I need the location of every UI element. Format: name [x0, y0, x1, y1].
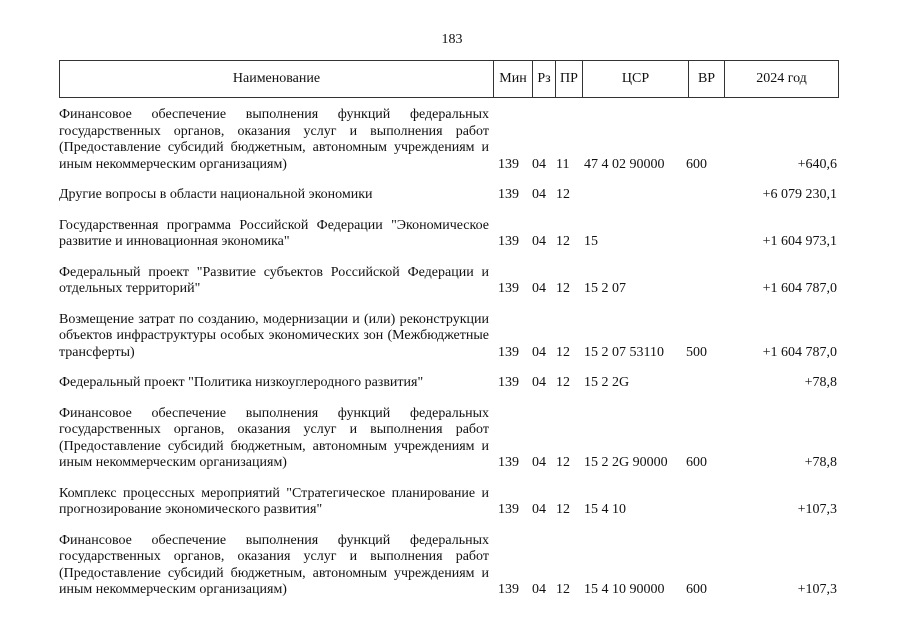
row-name: Финансовое обеспечение выполнения функций федеральных государственных органов, оказания услуг и выполнения работ (Предоставление субсидий бюджетным, автономным учреждениям и иным некоммерческим организациям): [59, 532, 489, 597]
row-name: Финансовое обеспечение выполнения функций федеральных государственных органов, оказания услуг и выполнения работ (Предоставление субсидий бюджетным, автономным учреждениям и иным некоммерческим организациям): [59, 405, 489, 470]
row-min: 139: [498, 234, 519, 249]
table-row: [59, 303, 839, 367]
header-name: Наименование: [232, 71, 321, 86]
row-csr: 15 4 10: [584, 502, 626, 517]
table-row: [59, 477, 839, 524]
row-pr: 12: [556, 502, 570, 517]
header-vr: ВР: [688, 61, 724, 97]
row-value: +78,8: [804, 455, 837, 470]
table-header: [59, 60, 839, 98]
row-vr: 600: [686, 582, 707, 597]
row-pr: 12: [556, 281, 570, 296]
row-csr: 15 4 10 90000: [584, 582, 665, 597]
row-vr: 500: [686, 344, 707, 360]
row-min: 139: [498, 375, 519, 390]
table-row: [59, 524, 839, 604]
row-name: Финансовое обеспечение выполнения функций федеральных государственных органов, оказания услуг и выполнения работ (Предоставление субсидий бюджетным, автономным учреждениям и иным некоммерческим организациям): [59, 107, 489, 172]
row-min: 139: [498, 582, 519, 597]
row-rz: 04: [532, 281, 546, 296]
budget-table: [59, 60, 839, 604]
row-name: Комплекс процессных мероприятий "Стратегическое планирование и прогнозирование экономического развития": [59, 485, 489, 517]
row-csr: 15 2 07 53110: [584, 344, 664, 360]
table-row: [59, 178, 839, 209]
row-value: +1 604 787,0: [762, 281, 837, 296]
row-name: Государственная программа Российской Федерации "Экономическое развитие и инновационная экономика": [59, 217, 489, 249]
row-name: Федеральный проект "Политика низкоуглеродного развития": [59, 375, 424, 390]
row-rz: 04: [532, 502, 546, 517]
row-min: 139: [498, 187, 519, 202]
table-body: [59, 98, 839, 604]
table-row: [59, 209, 839, 256]
row-vr: 600: [686, 455, 707, 470]
row-csr: 15: [584, 234, 598, 249]
row-value: +1 604 973,1: [762, 234, 837, 249]
row-value: +640,6: [797, 156, 837, 172]
row-value: +107,3: [797, 502, 837, 517]
row-pr: 12: [556, 234, 570, 249]
row-name: Другие вопросы в области национальной экономики: [59, 187, 373, 202]
table-row: [59, 98, 839, 178]
header-pr: ПР: [555, 61, 582, 97]
page-number: 183: [441, 32, 463, 47]
header-rz: Рз: [532, 61, 555, 97]
table-row: [59, 366, 839, 397]
row-rz: 04: [532, 582, 546, 597]
row-pr: 12: [556, 375, 570, 390]
header-min: Мин: [493, 61, 532, 97]
row-csr: 15 2 2G 90000: [584, 455, 668, 470]
row-min: 139: [498, 344, 519, 360]
row-rz: 04: [532, 234, 546, 249]
row-value: +107,3: [797, 582, 837, 597]
row-pr: 12: [556, 344, 570, 360]
row-pr: 11: [556, 156, 570, 172]
row-value: +1 604 787,0: [762, 344, 837, 360]
row-rz: 04: [532, 344, 546, 360]
row-csr: 47 4 02 90000: [584, 156, 665, 172]
row-vr: 600: [686, 156, 707, 172]
row-value: +78,8: [804, 375, 837, 390]
row-pr: 12: [556, 187, 570, 202]
row-csr: 15 2 2G: [584, 375, 630, 390]
table-row: [59, 256, 839, 303]
row-min: 139: [498, 455, 519, 470]
row-pr: 12: [556, 455, 570, 470]
row-min: 139: [498, 502, 519, 517]
row-rz: 04: [532, 187, 546, 202]
row-rz: 04: [532, 156, 546, 172]
row-min: 139: [498, 281, 519, 296]
header-csr: ЦСР: [582, 61, 688, 97]
row-rz: 04: [532, 455, 546, 470]
row-min: 139: [498, 156, 519, 172]
row-value: +6 079 230,1: [762, 187, 837, 202]
row-csr: 15 2 07: [584, 281, 626, 296]
row-rz: 04: [532, 375, 546, 390]
table-row: [59, 397, 839, 477]
header-year: 2024 год: [724, 61, 838, 97]
row-name: Федеральный проект "Развитие субъектов Российской Федерации и отдельных территорий": [59, 264, 489, 296]
row-name: Возмещение затрат по созданию, модернизации и (или) реконструкции объектов инфраструктуры особых экономических зон (Межбюджетные трансферты): [59, 311, 489, 360]
row-pr: 12: [556, 582, 570, 597]
